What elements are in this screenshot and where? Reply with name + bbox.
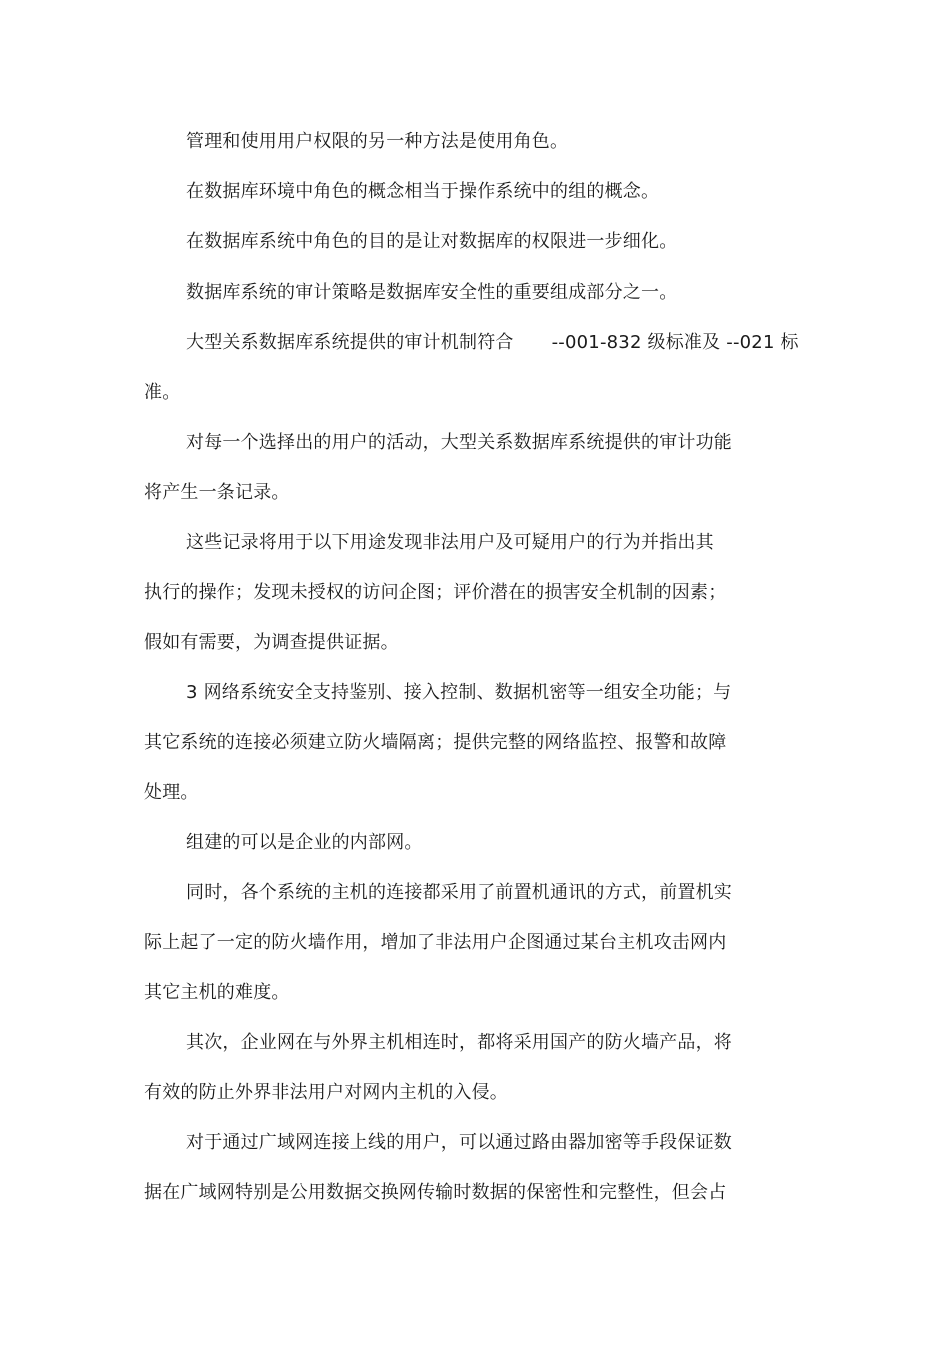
- text-line: 其次，企业网在与外界主机相连时，都将采用国产的防火墙产品，将: [186, 1032, 732, 1053]
- text-line: 有效的防止外界非法用户对网内主机的入侵。: [144, 1082, 508, 1103]
- text-line: 际上起了一定的防火墙作用，增加了非法用户企图通过某台主机攻击网内: [144, 932, 727, 953]
- text-line: 同时，各个系统的主机的连接都采用了前置机通讯的方式，前置机实: [186, 882, 732, 903]
- text-line: 数据库系统的审计策略是数据库安全性的重要组成部分之一。: [186, 282, 678, 303]
- text-line: 管理和使用用户权限的另一种方法是使用角色。: [186, 131, 569, 152]
- text-line: 假如有需要，为调查提供证据。: [144, 632, 399, 653]
- text-line: 这些记录将用于以下用途发现非法用户及可疑用户的行为并指出其: [186, 532, 714, 553]
- text-segment: 大型关系数据库系统提供的审计机制符合: [186, 332, 514, 353]
- text-line: 处理。: [144, 782, 199, 803]
- text-line: 在数据库环境中角色的概念相当于操作系统中的组的概念。: [186, 181, 660, 202]
- text-line: 3 网络系统安全支持鉴别、接入控制、数据机密等一组安全功能；与: [186, 682, 732, 703]
- text-line: 执行的操作；发现未授权的访问企图；评价潜在的损害安全机制的因素；: [144, 582, 727, 603]
- text-line-with-standard: [186, 331, 799, 355]
- text-line: 对每一个选择出的用户的活动，大型关系数据库系统提供的审计功能: [186, 432, 732, 453]
- text-segment: --001-832 级标准及 --021 标: [551, 332, 799, 353]
- text-line: 在数据库系统中角色的目的是让对数据库的权限进一步细化。: [186, 231, 678, 252]
- text-line: 据在广域网特别是公用数据交换网传输时数据的保密性和完整性，但会占: [144, 1182, 727, 1203]
- text-line: 组建的可以是企业的内部网。: [186, 832, 423, 853]
- text-line: 将产生一条记录。: [144, 482, 290, 503]
- text-line: 准。: [144, 382, 181, 403]
- text-line: 其它系统的连接必须建立防火墙隔离；提供完整的网络监控、报警和故障: [144, 732, 727, 753]
- text-line: 其它主机的难度。: [144, 982, 290, 1003]
- text-line: 对于通过广域网连接上线的用户，可以通过路由器加密等手段保证数: [186, 1132, 732, 1153]
